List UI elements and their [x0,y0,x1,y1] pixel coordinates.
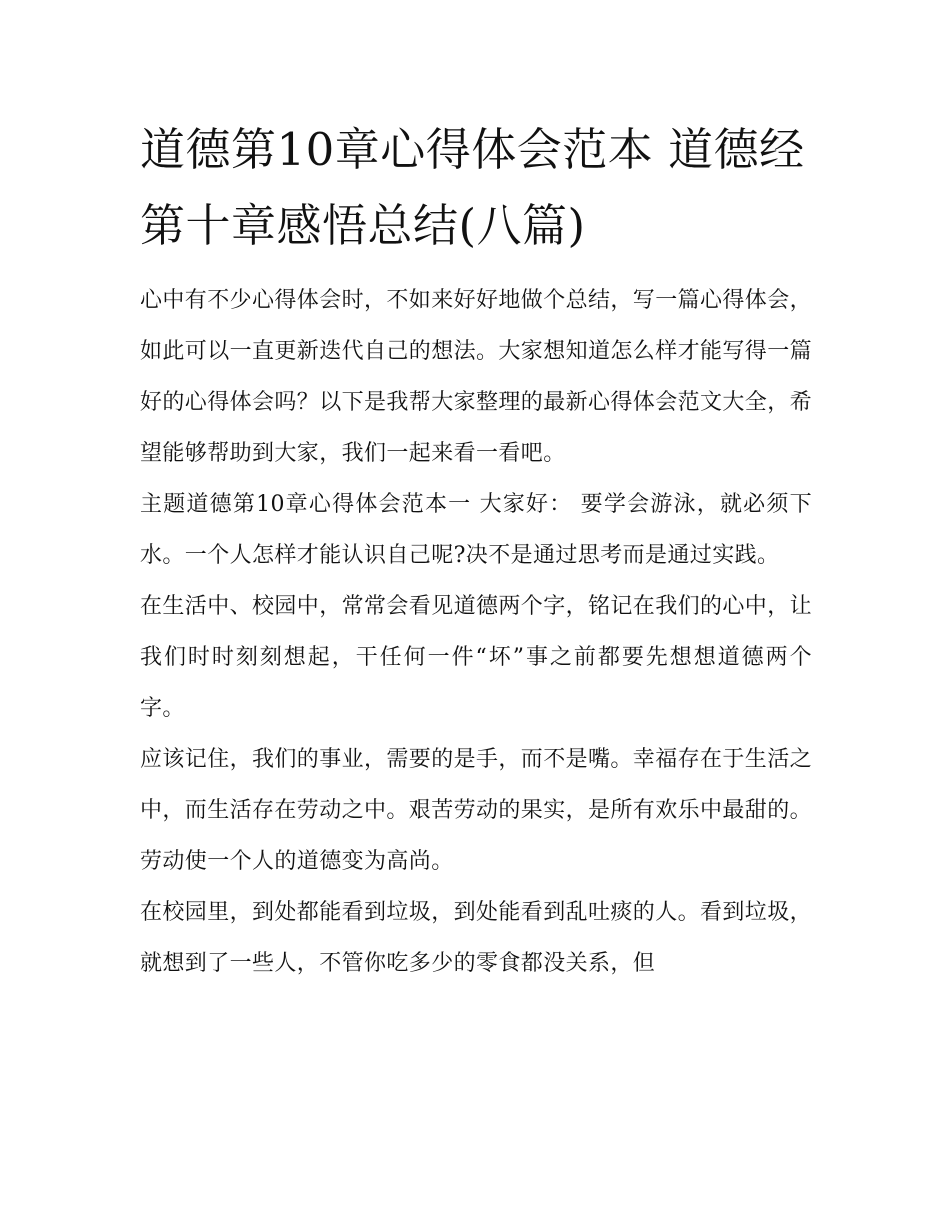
document-body [140,275,812,989]
paragraph-labor: 应该记住，我们的事业，需要的是手，而不是嘴。幸福存在于生活之中，而生活存在劳动之中。艰苦劳动的果实，是所有欢乐中最甜的。劳动使一个人的道德变为高尚。 [140,747,813,874]
paragraph-garbage: 在校园里，到处都能看到垃圾，到处能看到乱吐痰的人。看到垃圾，就想到了一些人，不管你吃多少的零食都没关系，但 [140,900,813,976]
paragraph-campus-life: 在生活中、校园中，常常会看见道德两个字，铭记在我们的心中，让我们时时刻刻想起，干任何一件“坏”事之前都要先想想道德两个字。 [140,594,813,721]
paragraph-intro: 心中有不少心得体会时，不如来好好地做个总结，写一篇心得体会，如此可以一直更新迭代自己的想法。大家想知道怎么样才能写得一篇好的心得体会吗？以下是我帮大家整理的最新心得体会范文大全，希望能够帮助到大家，我们一起来看一看吧。 [140,288,813,466]
document-title: 道德第10章心得体会范本 道德经第十章感悟总结(八篇) [140,123,805,252]
document-page [140,112,812,989]
paragraph-topic-1: 主题道德第10章心得体会范本一 大家好： 要学会游泳，就必须下水。一个人怎样才能认识自己呢?决不是通过思考而是通过实践。 [140,492,812,568]
